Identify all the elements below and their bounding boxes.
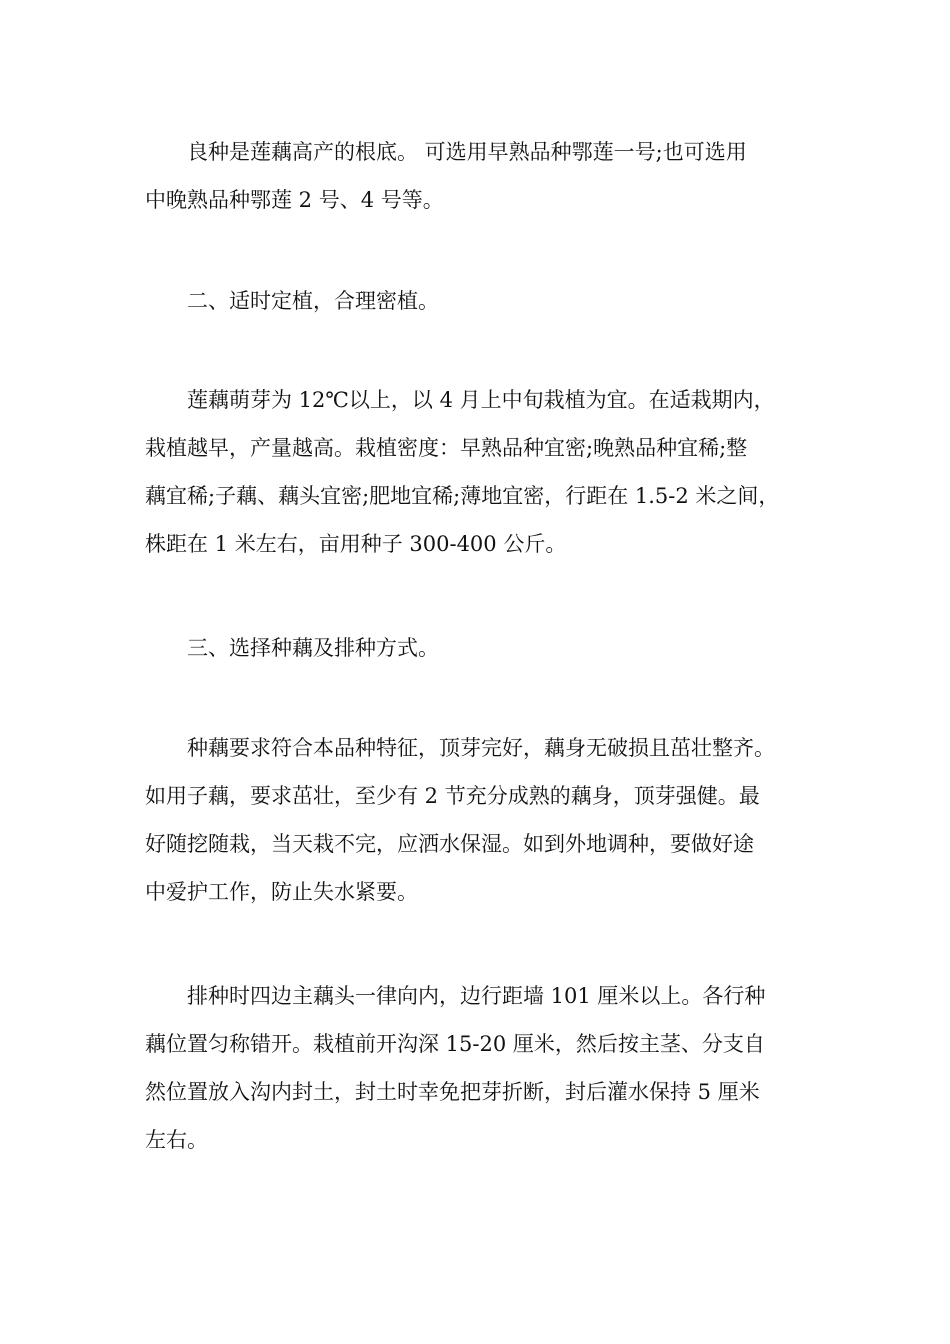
paragraph-line: 好随挖随栽，当天栽不完，应洒水保湿。如到外地调种，要做好途	[145, 832, 754, 856]
paragraph-line: 藕宜稀;子藕、藕头宜密;肥地宜稀;薄地宜密，行距在 1.5-2 米之间，	[145, 484, 780, 508]
paragraph-2	[145, 376, 810, 568]
paragraph-line: 株距在 1 米左右，亩用种子 300-400 公斤。	[145, 532, 567, 556]
paragraph-line: 然位置放入沟内封土，封土时幸免把芽折断，封后灌水保持 5 厘米	[145, 1080, 760, 1104]
paragraph-line: 种藕要求符合本品种特征，顶芽完好，藕身无破损且茁壮整齐。	[187, 736, 775, 760]
paragraph-4	[145, 972, 810, 1164]
paragraph-line: 栽植越早，产量越高。栽植密度：早熟品种宜密;晚熟品种宜稀;整	[145, 436, 748, 460]
paragraph-line: 莲藕萌芽为 12℃以上，以 4 月上中旬栽植为宜。在适栽期内，	[187, 388, 775, 412]
paragraph-3	[145, 724, 810, 916]
paragraph-line: 如用子藕，要求茁壮，至少有 2 节充分成熟的藕身，顶芽强健。最	[145, 784, 760, 808]
section-heading-3: 三、选择种藕及排种方式。	[187, 636, 439, 660]
paragraph-line: 排种时四边主藕头一律向内，边行距墙 101 厘米以上。各行种	[187, 984, 766, 1008]
paragraph-1	[145, 128, 810, 224]
paragraph-line: 左右。	[145, 1128, 208, 1152]
section-heading-2: 二、适时定植，合理密植。	[187, 289, 439, 313]
paragraph-line: 中晚熟品种鄂莲 2 号、4 号等。	[145, 188, 444, 212]
paragraph-line: 良种是莲藕高产的根底。 可选用早熟品种鄂莲一号;也可选用	[187, 140, 747, 164]
paragraph-line: 中爱护工作，防止失水紧要。	[145, 880, 418, 904]
paragraph-line: 藕位置匀称错开。栽植前开沟深 15-20 厘米，然后按主茎、分支自	[145, 1032, 765, 1056]
